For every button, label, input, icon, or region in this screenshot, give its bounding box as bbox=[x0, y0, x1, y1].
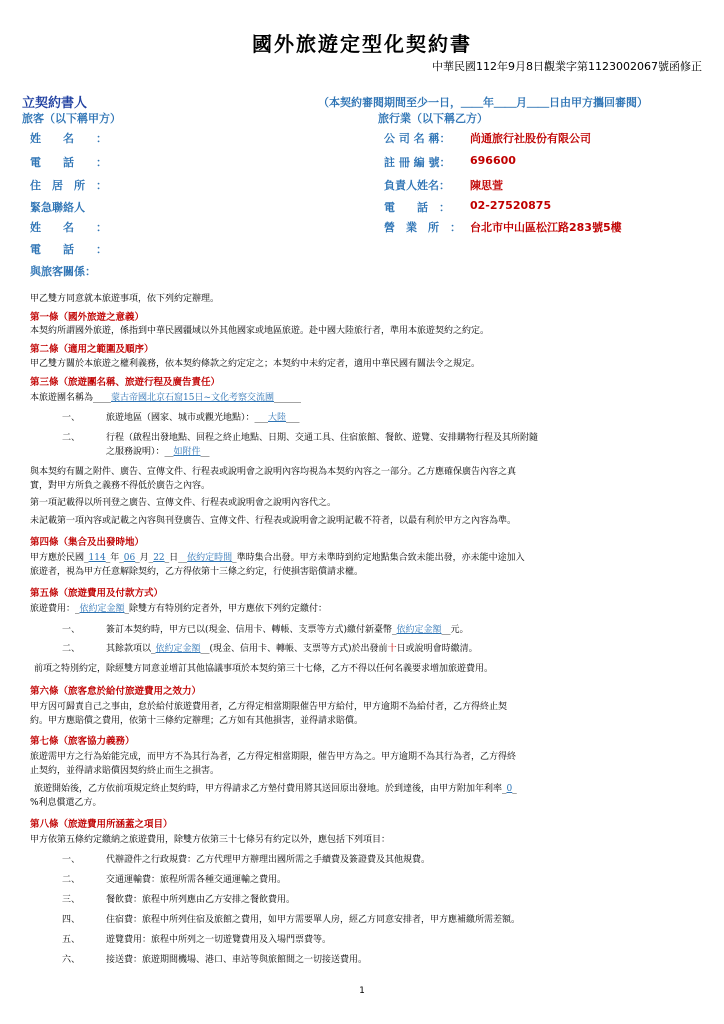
region-value: 大陸 bbox=[268, 413, 287, 423]
art3-para1-line1: 與本契約有關之附件、廣告、宣傳文件、行程表或說明會之說明內容均視為本契約內容之一部分。乙方應確保廣告內容之真 bbox=[30, 467, 517, 477]
deposit-prefix: 簽訂本契約時，甲方已以(現金、信用卡、轉帳、支票等方式)繳付新臺幣_ bbox=[106, 625, 397, 635]
art8-item4-num: 四、 bbox=[62, 915, 81, 925]
art8-item4-text: 住宿費：旅程中所列住宿及旅館之費用，如甲方需要單人房，經乙方同意安排者，甲方應補繳所需差額。 bbox=[106, 915, 521, 925]
departure-year: 114 bbox=[88, 553, 106, 563]
interest-rate: 0 bbox=[506, 784, 513, 794]
balance-days: 十 bbox=[387, 644, 397, 654]
art6-line1: 甲方因可歸責自己之事由，怠於給付旅遊費用者，乙方得定相當期限催告甲方給付，甲方逾期不為給付者，乙方得終止契 bbox=[30, 702, 508, 712]
art8-item3-text: 餐飲費：旅程中所列應由乙方安排之餐飲費用。 bbox=[106, 895, 296, 905]
emergency-contact-label: 緊急聯絡人 bbox=[30, 201, 85, 214]
registration-label: 註 冊 編 號： bbox=[384, 156, 451, 169]
deposit-suffix: __元。 bbox=[441, 625, 469, 635]
office-label: 營 業 所 ： bbox=[384, 221, 461, 234]
art8-item1-text: 代辦證件之行政規費：乙方代理甲方辦理出國所需之手續費及簽證費及其他規費。 bbox=[106, 855, 431, 865]
art7-line1: 旅遊需甲方之行為始能完成，而甲方不為其行為者，乙方得定相當期限，催告甲方為之。甲方逾期不為其行為者，乙方得終 bbox=[30, 752, 517, 762]
art5-tail: 前項之特別約定，除經雙方同意並增訂其他協議事項於本契約第三十七條，乙方不得以任何名義要求增加旅遊費用。 bbox=[34, 664, 494, 674]
art8-item2-text: 交通運輸費：旅程所需各種交通運輸之費用。 bbox=[106, 875, 287, 885]
parties-heading: 立契約書人 bbox=[22, 96, 88, 111]
departure-month: 06 bbox=[123, 553, 136, 563]
tour-name-prefix: 本旅遊團名稱為____ bbox=[30, 393, 112, 403]
relationship-field: 與旅客關係： bbox=[30, 265, 96, 278]
art3-item1-num: 一、 bbox=[62, 413, 81, 423]
emergency-phone-field: 電 話 ： bbox=[30, 243, 107, 256]
document-title: 國外旅遊定型化契約書 bbox=[252, 32, 472, 56]
balance-value: 依約定金額 bbox=[155, 644, 201, 654]
departure-time: 依約定時間 bbox=[187, 553, 233, 563]
tour-name-value: 蒙古帝國北京石窟15日~文化考察交流團 bbox=[111, 393, 275, 403]
traveler-phone-field: 電 話 ： bbox=[30, 156, 107, 169]
company-name-label: 公 司 名 稱： bbox=[384, 132, 451, 145]
tour-name-suffix: ______ bbox=[274, 393, 302, 403]
traveler-name-field: 姓 名 ： bbox=[30, 132, 107, 145]
itinerary-suffix: __ bbox=[200, 447, 210, 457]
art3-item2-line2 bbox=[106, 446, 210, 459]
art7-line3 bbox=[34, 783, 517, 796]
art4-line2: 旅遊者，視為甲方任意解除契約，乙方得依第十三條之約定，行使損害賠償請求權。 bbox=[30, 567, 364, 577]
art5-item1-num: 一、 bbox=[62, 625, 81, 635]
art3-para1-line2: 實，對甲方所負之義務不得低於廣告之內容。 bbox=[30, 481, 211, 491]
document-subtitle: 中華民國112年9月8日觀業字第1123002067號函修正 bbox=[432, 60, 702, 73]
art5-item1-text bbox=[106, 624, 469, 637]
fee-prefix: 旅遊費用：_ bbox=[30, 604, 80, 614]
agency-label: 旅行業（以下稱乙方） bbox=[378, 112, 488, 125]
itinerary-prefix: 之服務說明）：__ bbox=[106, 447, 174, 457]
registration-value: 696600 bbox=[470, 154, 516, 167]
art8-item5-num: 五、 bbox=[62, 935, 81, 945]
emergency-name-field: 姓 名 ： bbox=[30, 221, 107, 234]
art8-item6-text: 接送費：旅遊期間機場、港口、車站等與旅館間之一切接送費用。 bbox=[106, 955, 368, 965]
art5-item2-text bbox=[106, 643, 478, 656]
art4-text-a: 甲方應於民國_ bbox=[30, 553, 89, 563]
article-6-title: 第六條（旅客怠於給付旅遊費用之效力） bbox=[30, 686, 202, 697]
article-1-title: 第一條（國外旅遊之意義） bbox=[30, 312, 145, 323]
article-7-title: 第七條（旅客協力義務） bbox=[30, 736, 135, 747]
art8-item1-num: 一、 bbox=[62, 855, 81, 865]
representative-value: 陳思萱 bbox=[470, 179, 503, 192]
art3-para2: 第一項記載得以所刊登之廣告、宣傳文件、行程表或說明會之說明內容代之。 bbox=[30, 498, 337, 508]
art6-line2: 約。甲方應賠償之費用，依第十三條約定辦理；乙方如有其他損害，並得請求賠償。 bbox=[30, 716, 364, 726]
traveler-label: 旅客（以下稱甲方） bbox=[22, 112, 121, 125]
agency-phone-label: 電 話 ： bbox=[384, 201, 450, 214]
itinerary-value: 如附件 bbox=[173, 447, 201, 457]
art7-line4: %利息償還乙方。 bbox=[30, 798, 102, 808]
review-note: （本契約審閱期間至少一日，＿＿年＿＿月＿＿日由甲方攜回審閱） bbox=[318, 96, 648, 109]
art3-item1-text bbox=[106, 412, 300, 425]
company-name-value: 尚通旅行社股份有限公司 bbox=[470, 132, 591, 145]
tour-name-line bbox=[30, 392, 301, 405]
art8-item3-num: 三、 bbox=[62, 895, 81, 905]
office-value: 台北市中山區松江路283號5樓 bbox=[470, 221, 622, 234]
region-prefix: 旅遊地區（國家、城市或觀光地點）：___ bbox=[106, 413, 269, 423]
representative-label: 負責人姓名： bbox=[384, 179, 450, 192]
art8-intro: 甲方依第五條約定繳納之旅遊費用，除雙方依第三十七條另有約定以外，應包括下列項目： bbox=[30, 835, 391, 845]
art3-item2-num: 二、 bbox=[62, 433, 81, 443]
agency-phone-value: 02-27520875 bbox=[470, 199, 552, 212]
region-suffix: ___ bbox=[286, 413, 300, 423]
art7-line2: 止契約，並得請求賠償因契約終止而生之損害。 bbox=[30, 766, 220, 776]
departure-day: 22 bbox=[153, 553, 165, 563]
art8-item2-num: 二、 bbox=[62, 875, 81, 885]
balance-middle: __(現金、信用卡、轉帳、支票等方式)於出發前 bbox=[200, 644, 388, 654]
balance-prefix: 其餘款項以_ bbox=[106, 644, 156, 654]
deposit-value: 依約定金額 bbox=[396, 625, 442, 635]
article-8-title: 第八條（旅遊費用所涵蓋之項目） bbox=[30, 819, 173, 830]
art4-text-c: _月_ bbox=[135, 553, 154, 563]
art3-para3: 未記載第一項內容或記載之內容與刊登廣告、宣傳文件、行程表或說明會之說明記載不符者，以最有利於甲方之內容為準。 bbox=[30, 516, 517, 526]
article-2-title: 第二條（適用之範圍及順序） bbox=[30, 344, 154, 355]
article-2-text: 甲乙雙方關於本旅遊之權利義務，依本契約條款之約定定之；本契約中未約定者，適用中華民國有關法令之規定。 bbox=[30, 359, 481, 369]
balance-suffix: 日或說明會時繳清。 bbox=[396, 644, 478, 654]
art3-item2-line1: 行程（啟程出發地點、回程之終止地點、日期、交通工具、住宿旅館、餐飲、遊覽、安排購物行程及其所附隨 bbox=[106, 433, 539, 443]
page-number: 1 bbox=[359, 986, 365, 996]
art5-line1 bbox=[30, 603, 327, 616]
traveler-address-field: 住 居 所 ： bbox=[30, 179, 107, 192]
intro-text: 甲乙雙方同意就本旅遊事項，依下列約定辦理。 bbox=[30, 294, 220, 304]
article-5-title: 第五條（旅遊費用及付款方式） bbox=[30, 588, 164, 599]
interest-prefix: 旅遊開始後，乙方依前項規定終止契約時，甲方得請求乙方墊付費用將其送回原出發地。於到達後，由甲方附加年利率_ bbox=[34, 784, 507, 794]
interest-suffix: _ bbox=[512, 784, 517, 794]
fee-value: 依約定金額 bbox=[79, 604, 125, 614]
article-1-text: 本契約所謂國外旅遊，係指到中華民國疆域以外其他國家或地區旅遊。赴中國大陸旅行者，準用本旅遊契約之約定。 bbox=[30, 326, 490, 336]
fee-suffix: _除雙方有特別約定者外，甲方應依下列約定繳付： bbox=[124, 604, 328, 614]
article-3-title: 第三條（旅遊團名稱、旅遊行程及廣告責任） bbox=[30, 377, 221, 388]
art4-text-d: _日__ bbox=[164, 553, 188, 563]
art8-item6-num: 六、 bbox=[62, 955, 81, 965]
art5-item2-num: 二、 bbox=[62, 644, 81, 654]
art8-item5-text: 遊覽費用：旅程中所列之一切遊覽費用及入場門票費等。 bbox=[106, 935, 332, 945]
art4-line1 bbox=[30, 552, 525, 565]
art4-text-e: _準時集合出發。甲方未準時到約定地點集合致未能出發，亦未能中途加入 bbox=[232, 553, 525, 563]
art4-text-b: _年_ bbox=[105, 553, 124, 563]
article-4-title: 第四條（集合及出發時地） bbox=[30, 537, 145, 548]
